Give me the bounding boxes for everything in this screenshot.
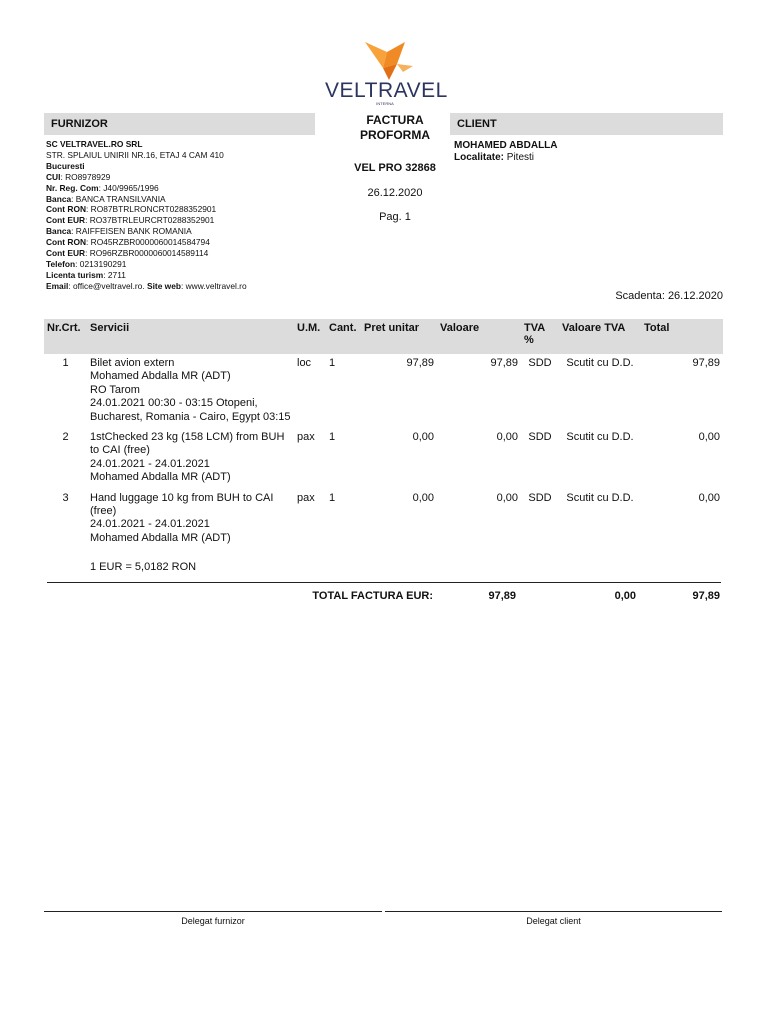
supplier-field <box>46 237 316 248</box>
row-unit-price: 0,00 <box>412 491 434 504</box>
row-um: pax <box>297 431 315 444</box>
supplier-field <box>46 270 316 281</box>
col-services: Servicii <box>87 319 294 354</box>
invoice-title-line2: PROFORMA <box>360 128 430 142</box>
row-qty: 1 <box>329 357 336 369</box>
invoice-title <box>330 113 460 143</box>
supplier-field-label: CUI <box>46 171 61 182</box>
row-value: 0,00 <box>496 491 518 504</box>
client-signature-line <box>385 911 722 912</box>
row-total: 0,00 <box>698 431 720 444</box>
supplier-field <box>46 172 316 183</box>
total-amount: 97,89 <box>692 590 720 602</box>
supplier-contact <box>46 281 316 292</box>
supplier-field-label: Licenta turism <box>46 269 104 280</box>
row-number: 2 <box>62 431 69 444</box>
supplier-field-value: : RAIFFEISEN BANK ROMANIA <box>71 226 192 237</box>
row-vat-value: Scutit cu D.D. <box>566 431 634 444</box>
table-row <box>44 489 723 550</box>
service-line: Hand luggage 10 kg from BUH to CAI (free) <box>90 491 274 518</box>
table-row <box>44 354 723 428</box>
row-um: pax <box>297 491 315 504</box>
row-vat-pct: SDD <box>528 491 552 504</box>
row-services <box>87 354 294 428</box>
supplier-field-label: Cont RON <box>46 204 87 215</box>
col-value: Valoare <box>437 319 521 354</box>
supplier-city: Bucuresti <box>46 160 85 171</box>
supplier-field <box>46 226 316 237</box>
invoice-number: VEL PRO 32868 <box>354 162 436 174</box>
row-services <box>87 489 294 550</box>
logo-tagline: INTERNA <box>376 101 394 106</box>
company-logo <box>325 38 448 106</box>
supplier-field-value: : RO45RZBR0000060014584794 <box>86 237 210 248</box>
supplier-field <box>46 248 316 259</box>
col-vat-pct: TVA % <box>521 319 559 354</box>
supplier-field-value: : BANCA TRANSILVANIA <box>71 193 166 204</box>
supplier-field-value: : RO37BTRLEURCRT0288352901 <box>85 215 215 226</box>
row-total: 0,00 <box>698 491 720 504</box>
row-services <box>87 428 294 489</box>
supplier-field-label: Cont RON <box>46 237 87 248</box>
bird-icon <box>353 38 417 82</box>
invoice-title-line1: FACTURA <box>366 113 424 127</box>
row-number: 1 <box>62 357 69 369</box>
row-value: 0,00 <box>496 431 518 444</box>
service-line: Mohamed Abdalla MR (ADT) <box>90 531 231 544</box>
items-table <box>44 319 723 549</box>
supplier-field-label: Cont EUR <box>46 215 86 226</box>
supplier-field <box>46 215 316 226</box>
exchange-rate-note: 1 EUR = 5,0182 RON <box>90 561 197 573</box>
row-total: 97,89 <box>692 357 720 369</box>
row-unit-price: 0,00 <box>412 431 434 444</box>
row-vat-pct: SDD <box>528 431 552 444</box>
col-qty: Cant. <box>326 319 361 354</box>
supplier-field-value: : J40/9965/1996 <box>98 182 159 193</box>
service-line: 1stChecked 23 kg (158 LCM) from BUH to CAI (free) <box>90 431 285 457</box>
supplier-field <box>46 204 316 215</box>
client-header: CLIENT <box>450 113 723 135</box>
supplier-field <box>46 194 316 205</box>
col-nr: Nr.Crt. <box>44 319 87 354</box>
row-qty: 1 <box>329 431 336 444</box>
logo-wordmark: VELTRAVEL <box>325 79 448 102</box>
row-vat-value: Scutit cu D.D. <box>566 357 634 369</box>
supplier-field-label: Banca <box>46 193 72 204</box>
total-label: TOTAL FACTURA EUR: <box>312 590 433 602</box>
client-locality <box>454 152 534 163</box>
supplier-field <box>46 183 316 194</box>
row-value: 97,89 <box>490 357 518 369</box>
row-um: loc <box>297 357 312 369</box>
supplier-field-value: : RO87BTRLRONCRT0288352901 <box>86 204 217 215</box>
service-line: RO Tarom <box>90 383 140 396</box>
supplier-header: FURNIZOR <box>44 113 315 135</box>
supplier-signature-line <box>44 911 382 912</box>
total-divider <box>47 582 721 583</box>
due-date: Scadenta: 26.12.2020 <box>615 290 723 302</box>
supplier-field <box>46 259 316 270</box>
locality-value: Pitesti <box>504 152 535 163</box>
email-value: : office@veltravel.ro. <box>68 280 145 291</box>
total-value: 97,89 <box>488 590 516 602</box>
supplier-field-value: : RO96RZBR0000060014589114 <box>85 248 209 259</box>
service-line: Mohamed Abdalla MR (ADT) <box>90 370 231 383</box>
invoice-date: 26.12.2020 <box>367 187 423 199</box>
email-label: Email <box>46 280 69 291</box>
supplier-field-label: Cont EUR <box>46 248 86 259</box>
row-qty: 1 <box>329 491 336 504</box>
supplier-field-label: Telefon <box>46 258 76 269</box>
site-label: Site web <box>147 280 181 291</box>
service-line: 24.01.2021 - 24.01.2021 <box>90 457 210 470</box>
supplier-signature-label: Delegat furnizor <box>181 916 245 926</box>
total-vat: 0,00 <box>614 590 636 602</box>
client-name: MOHAMED ABDALLA <box>454 140 558 151</box>
supplier-field-label: Nr. Reg. Com <box>46 182 99 193</box>
row-vat-pct: SDD <box>528 357 552 369</box>
col-vat-value: Valoare TVA <box>559 319 641 354</box>
row-vat-value: Scutit cu D.D. <box>566 491 634 504</box>
page-number: Pag. 1 <box>379 211 411 223</box>
table-row <box>44 428 723 489</box>
service-line: Bilet avion extern <box>90 357 175 369</box>
supplier-address: STR. SPLAIUL UNIRII NR.16, ETAJ 4 CAM 410 <box>46 149 224 160</box>
service-line: Mohamed Abdalla MR (ADT) <box>90 471 231 484</box>
client-signature-label: Delegat client <box>526 916 581 926</box>
table-header-row <box>44 319 723 354</box>
col-unit-price: Pret unitar <box>361 319 437 354</box>
row-unit-price: 97,89 <box>406 357 434 369</box>
col-total: Total <box>641 319 723 354</box>
col-um: U.M. <box>294 319 326 354</box>
supplier-field-value: : 2711 <box>103 269 126 280</box>
row-number: 3 <box>62 491 69 504</box>
service-line: 24.01.2021 - 24.01.2021 <box>90 518 210 531</box>
supplier-fields <box>46 172 316 281</box>
supplier-field-label: Banca <box>46 226 72 237</box>
site-value: : www.veltravel.ro <box>180 280 247 291</box>
service-line: 24.01.2021 00:30 - 03:15 Otopeni, Bucharest, Romania - Cairo, Egypt 03:15 <box>90 397 291 423</box>
supplier-details <box>46 139 316 292</box>
supplier-field-value: : 0213190291 <box>75 258 127 269</box>
supplier-name: SC VELTRAVEL.RO SRL <box>46 139 143 149</box>
locality-label: Localitate: <box>454 152 505 163</box>
supplier-field-value: : RO8978929 <box>60 171 111 182</box>
